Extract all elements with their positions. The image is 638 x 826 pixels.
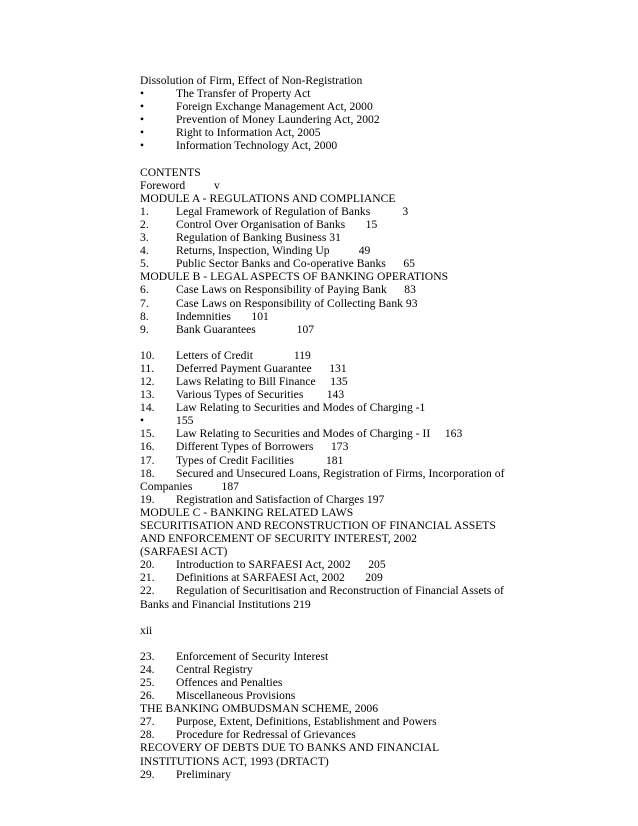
toc-item: 17. Types of Credit Facilities 181	[140, 453, 344, 467]
page-marker: xii	[140, 623, 153, 637]
bullet-symbol: •	[140, 126, 145, 140]
toc-item: 25. Offences and Penalties	[140, 675, 283, 689]
section-heading: SECURITISATION AND RECONSTRUCTION OF FINANCIAL ASSETS	[140, 519, 496, 532]
bullet-item: • Information Technology Act, 2000	[140, 139, 338, 153]
bullet-item: • Right to Information Act, 2005	[140, 126, 321, 140]
bullet-symbol: •	[140, 113, 145, 127]
module-a-title: MODULE A - REGULATIONS AND COMPLIANCE	[140, 191, 396, 205]
toc-item: 4. Returns, Inspection, Winding Up 49	[140, 244, 371, 258]
toc-item: 15. Law Relating to Securities and Modes of Charging - II 163	[140, 427, 463, 441]
toc-item: 6. Case Laws on Responsibility of Paying Bank 83	[140, 283, 416, 297]
toc-item: 10. Letters of Credit 119	[140, 348, 311, 362]
toc-item: 1. Legal Framework of Regulation of Banks 3	[140, 204, 409, 218]
toc-item: 23. Enforcement of Security Interest	[140, 649, 329, 663]
spacer	[140, 153, 620, 166]
foreword-page: v	[214, 178, 220, 192]
module-b-title: MODULE B - LEGAL ASPECTS OF BANKING OPERATIONS	[140, 270, 449, 284]
toc-item: 18. Secured and Unsecured Loans, Registration of Firms, Incorporation of	[140, 466, 505, 480]
toc-item: 20. Introduction to SARFAESI Act, 2002 205	[140, 558, 386, 572]
toc-item: 13. Various Types of Securities 143	[140, 388, 345, 402]
spacer	[140, 611, 620, 624]
toc-item: 12. Laws Relating to Bill Finance 135	[140, 374, 348, 388]
toc-item: 3. Regulation of Banking Business 31	[140, 231, 341, 245]
toc-item-continuation: Banks and Financial Institutions 219	[140, 597, 311, 611]
section-heading: THE BANKING OMBUDSMAN SCHEME, 2006	[140, 702, 379, 716]
toc-item: 11. Deferred Payment Guarantee 131	[140, 361, 347, 375]
toc-item: 5. Public Sector Banks and Co-operative Banks 65	[140, 257, 415, 271]
toc-item: 26. Miscellaneous Provisions	[140, 689, 296, 703]
bullet-symbol: •	[140, 87, 145, 101]
bullet-item: • Prevention of Money Laundering Act, 2002	[140, 113, 380, 127]
section-heading: AND ENFORCEMENT OF SECURITY INTEREST, 2002	[140, 532, 417, 546]
toc-item: 2. Control Over Organisation of Banks 15	[140, 217, 378, 231]
toc-item: 19. Registration and Satisfaction of Charges 197	[140, 492, 385, 506]
intro-heading: Dissolution of Firm, Effect of Non-Registration	[140, 74, 363, 87]
contents-title: CONTENTS	[140, 165, 201, 179]
toc-item: 28. Procedure for Redressal of Grievances	[140, 728, 356, 742]
toc-item: 22. Regulation of Securitisation and Reconstruction of Financial Assets of	[140, 584, 504, 598]
section-heading: (SARFAESI ACT)	[140, 545, 228, 559]
bullet-symbol: •	[140, 100, 145, 114]
toc-item: 27. Purpose, Extent, Definitions, Establishment and Powers	[140, 715, 437, 729]
bullet-item: • The Transfer of Property Act	[140, 87, 311, 101]
foreword-label: Foreword	[140, 178, 186, 192]
toc-item: 29. Preliminary	[140, 767, 231, 781]
toc-item: • 155	[140, 414, 194, 428]
spacer	[140, 637, 620, 650]
section-heading: RECOVERY OF DEBTS DUE TO BANKS AND FINANCIAL	[140, 741, 440, 755]
document-page	[140, 74, 620, 781]
toc-item: 24. Central Registry	[140, 662, 253, 676]
toc-item: 16. Different Types of Borrowers 173	[140, 440, 349, 454]
toc-item: 14. Law Relating to Securities and Modes of Charging -1	[140, 401, 426, 415]
section-heading: INSTITUTIONS ACT, 1993 (DRTACT)	[140, 754, 329, 768]
spacer	[140, 336, 620, 349]
toc-item: 7. Case Laws on Responsibility of Collecting Bank 93	[140, 296, 418, 310]
module-c-title: MODULE C - BANKING RELATED LAWS	[140, 505, 354, 519]
toc-item: 21. Definitions at SARFAESI Act, 2002 209	[140, 571, 383, 585]
foreword-line	[140, 179, 620, 192]
bullet-symbol: •	[140, 139, 145, 153]
toc-item: 9. Bank Guarantees 107	[140, 322, 315, 336]
toc-item: 8. Indemnities 101	[140, 309, 269, 323]
toc-item-continuation: Companies 187	[140, 479, 239, 493]
bullet-item: • Foreign Exchange Management Act, 2000	[140, 100, 373, 114]
